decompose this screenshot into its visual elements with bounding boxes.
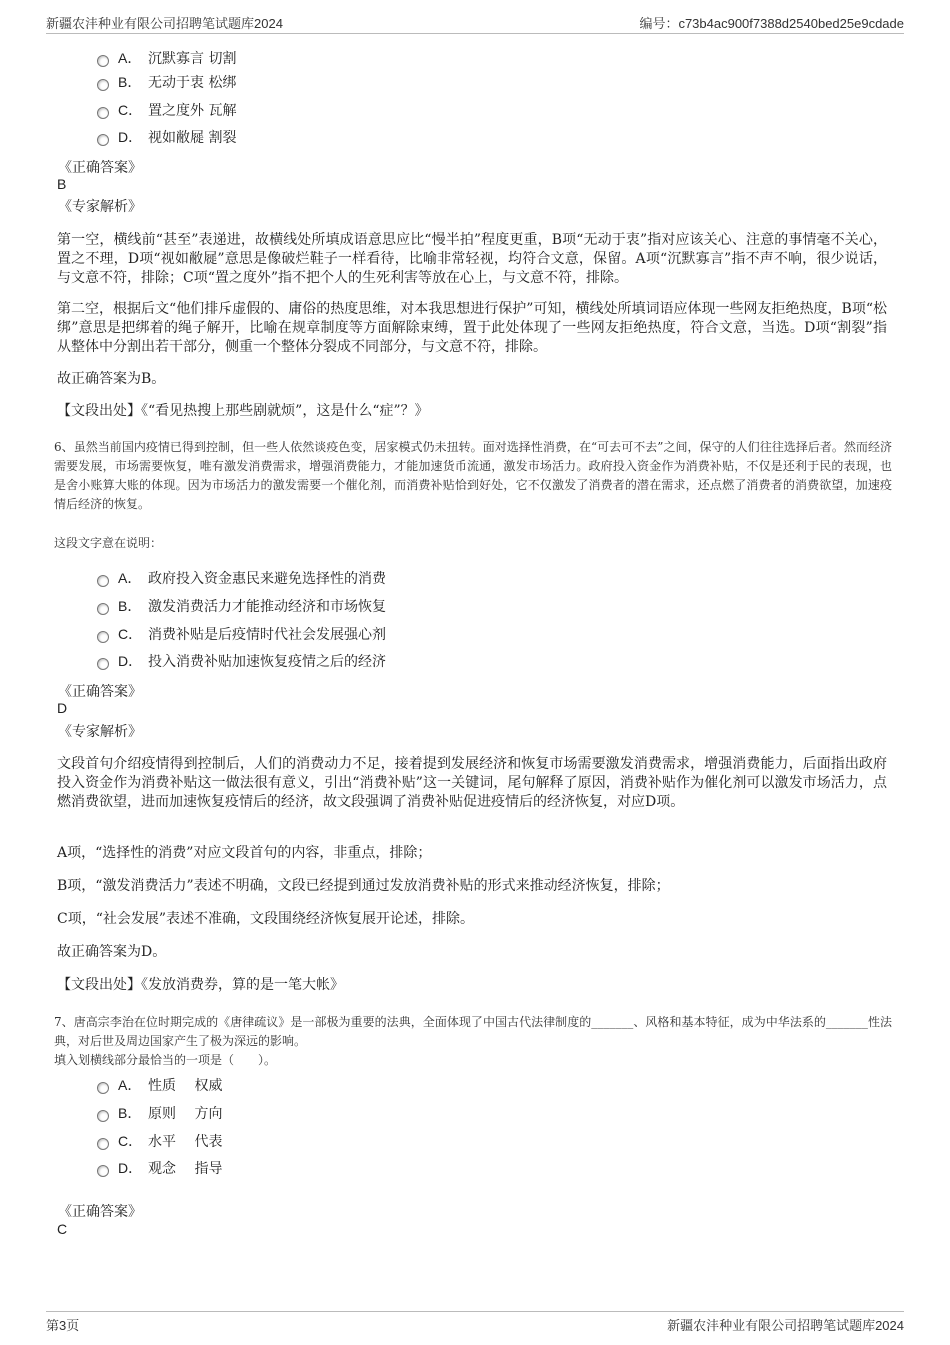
radio-icon[interactable] <box>97 603 109 615</box>
radio-icon[interactable] <box>97 1082 109 1094</box>
option-text: 性质 权威 <box>148 1078 223 1094</box>
q5-source: 【文段出处】《“看见热搜上那些剧就烦”，这是什么“症”？》 <box>57 403 429 419</box>
page-number: 第3页 <box>46 1318 80 1333</box>
option-text: 消费补贴是后疫情时代社会发展强心剂 <box>148 627 386 643</box>
q5-option-d[interactable] <box>97 127 236 147</box>
option-text: 沉默寡言 切割 <box>148 51 237 67</box>
radio-icon[interactable] <box>97 107 109 119</box>
page-header <box>46 13 904 34</box>
radio-icon[interactable] <box>97 1165 109 1177</box>
q6-option-c[interactable] <box>97 624 386 644</box>
q6-option-a[interactable] <box>97 568 386 588</box>
option-text: 激发消费活力才能推动经济和市场恢复 <box>148 599 386 615</box>
radio-icon[interactable] <box>97 134 109 146</box>
q6-source: 【文段出处】《发放消费券，算的是一笔大帐》 <box>57 977 344 993</box>
q6-option-b[interactable] <box>97 596 386 616</box>
page-footer <box>46 1311 904 1331</box>
q6-analysis-para: B项，“激发消费活力”表述不明确，文段已经提到通过发放消费补贴的形式来推动经济恢复，排除； <box>57 878 670 894</box>
option-text: 无动于衷 松绑 <box>148 75 237 91</box>
option-letter: B． <box>118 74 142 90</box>
radio-icon[interactable] <box>97 79 109 91</box>
option-text: 政府投入资金惠民来避免选择性的消费 <box>148 571 386 587</box>
q6-answer-label: 《正确答案》 <box>58 684 142 700</box>
radio-icon[interactable] <box>97 1138 109 1150</box>
radio-icon[interactable] <box>97 658 109 670</box>
option-letter: D． <box>118 129 143 145</box>
document-id: 编号：c73b4ac900f7388d2540bed25e9cdade <box>639 16 904 31</box>
option-letter: D． <box>118 653 143 669</box>
option-letter: D． <box>118 1160 143 1176</box>
q7-answer: C <box>57 1221 68 1237</box>
q5-analysis-label: 《专家解析》 <box>58 199 142 215</box>
q6-option-d[interactable] <box>97 651 386 671</box>
q6-prompt: 这段文字意在说明： <box>54 536 163 550</box>
option-letter: A． <box>118 570 142 586</box>
footer-title: 新疆农沣种业有限公司招聘笔试题库2024 <box>667 1318 904 1333</box>
option-text: 原则 方向 <box>148 1106 223 1122</box>
q6-analysis-para: 文段首句介绍疫情得到控制后，人们的消费动力不足，接着提到发展经济和恢复市场需要激发消费需求，增强消费能力，后面指出政府投入资金作为消费补贴这一做法很有意义，引出“消费补贴”这一关键词，尾句解释了原因，消费补贴作为催化剂可以激发市场活力，点燃消费欲望，进而加速恢复疫情后的经济，故文段强调了消费补贴促进疫情后的经济恢复，对应D项。 <box>57 756 887 810</box>
option-letter: C． <box>118 1133 143 1149</box>
q5-analysis-para: 第二空，根据后文“他们排斥虚假的、庸俗的热度思维，对本我思想进行保护”可知，横线处所填词语应体现一些网友拒绝热度，B项“松绑”意思是把绑着的绳子解开，比喻在规章制度等方面解除束缚，置于此处体现了一些网友拒绝热度，符合文意，当选。D项“割裂”指从整体中分割出若干部分，侧重一个整体分裂成不同部分，与文意不符，排除。 <box>57 301 887 355</box>
radio-icon[interactable] <box>97 1110 109 1122</box>
q6-answer: D <box>57 700 68 716</box>
q6-analysis-para: C项，“社会发展”表述不准确，文段围绕经济恢复展开论述，排除。 <box>57 911 475 927</box>
q7-answer-label: 《正确答案》 <box>58 1204 142 1220</box>
q5-answer: B <box>57 176 67 192</box>
q7-option-a[interactable] <box>97 1075 222 1095</box>
option-text: 投入消费补贴加速恢复疫情之后的经济 <box>148 654 386 670</box>
q7-question-text: 7、唐高宗李治在位时期完成的《唐律疏议》是一部极为重要的法典，全面体现了中国古代法律制度的_______、风格和基本特征，成为中华法系的_______性法典，对后世及周边国家产生了极为深远的影响。 <box>54 1015 892 1048</box>
q5-conclusion: 故正确答案为B。 <box>57 371 166 387</box>
q7-prompt: 填入划横线部分最恰当的一项是（ ）。 <box>54 1053 277 1067</box>
radio-icon[interactable] <box>97 575 109 587</box>
option-text: 观念 指导 <box>148 1161 223 1177</box>
option-text: 视如敝屣 割裂 <box>148 130 237 146</box>
q5-analysis-para: 第一空，横线前“甚至”表递进，故横线处所填成语意思应比“慢半拍”程度更重，B项“无动于衷”指对应该关心、注意的事情毫不关心，置之不理，D项“视如敝屣”意思是像破烂鞋子一样看待，比喻非常轻视，均符合文意，保留。A项“沉默寡言”指不声不响，很少说话，与文意不符，排除；C项“置之度外”指不把个人的生死利害等放在心上，与文意不符，排除。 <box>57 232 887 286</box>
option-letter: C． <box>118 102 143 118</box>
q5-option-a[interactable] <box>97 48 236 68</box>
radio-icon[interactable] <box>97 631 109 643</box>
option-letter: B． <box>118 1105 142 1121</box>
q6-question-text: 6、虽然当前国内疫情已得到控制，但一些人依然谈疫色变，居家模式仍未扭转。面对选择性消费，在“可去可不去”之间，保守的人们往往选择后者。然而经济需要发展，市场需要恢复，唯有激发消费需求，增强消费能力，才能加速货币流通，激发市场活力。政府投入资金作为消费补贴，不仅是还利于民的表现，也是舍小账算大账的体现。因为市场活力的激发需要一个催化剂，而消费补贴恰到好处，它不仅激发了消费者的潜在需求，还点燃了消费者的消费欲望，加速疫情后经济的恢复。 <box>54 440 892 511</box>
q5-option-b[interactable] <box>97 72 236 92</box>
option-text: 置之度外 瓦解 <box>148 103 237 119</box>
option-text: 水平 代表 <box>148 1134 223 1150</box>
option-letter: A． <box>118 50 142 66</box>
q7-option-b[interactable] <box>97 1103 222 1123</box>
q6-conclusion: 故正确答案为D。 <box>57 944 167 960</box>
q5-answer-label: 《正确答案》 <box>58 160 142 176</box>
radio-icon[interactable] <box>97 55 109 67</box>
header-title: 新疆农沣种业有限公司招聘笔试题库2024 <box>46 16 283 31</box>
q7-option-c[interactable] <box>97 1131 222 1151</box>
option-letter: B． <box>118 598 142 614</box>
q6-analysis-label: 《专家解析》 <box>58 724 142 740</box>
q7-option-d[interactable] <box>97 1158 222 1178</box>
q5-option-c[interactable] <box>97 100 236 120</box>
q6-analysis-para: A项，“选择性的消费”对应文段首句的内容，非重点，排除； <box>57 845 432 861</box>
option-letter: C． <box>118 626 143 642</box>
option-letter: A． <box>118 1077 142 1093</box>
